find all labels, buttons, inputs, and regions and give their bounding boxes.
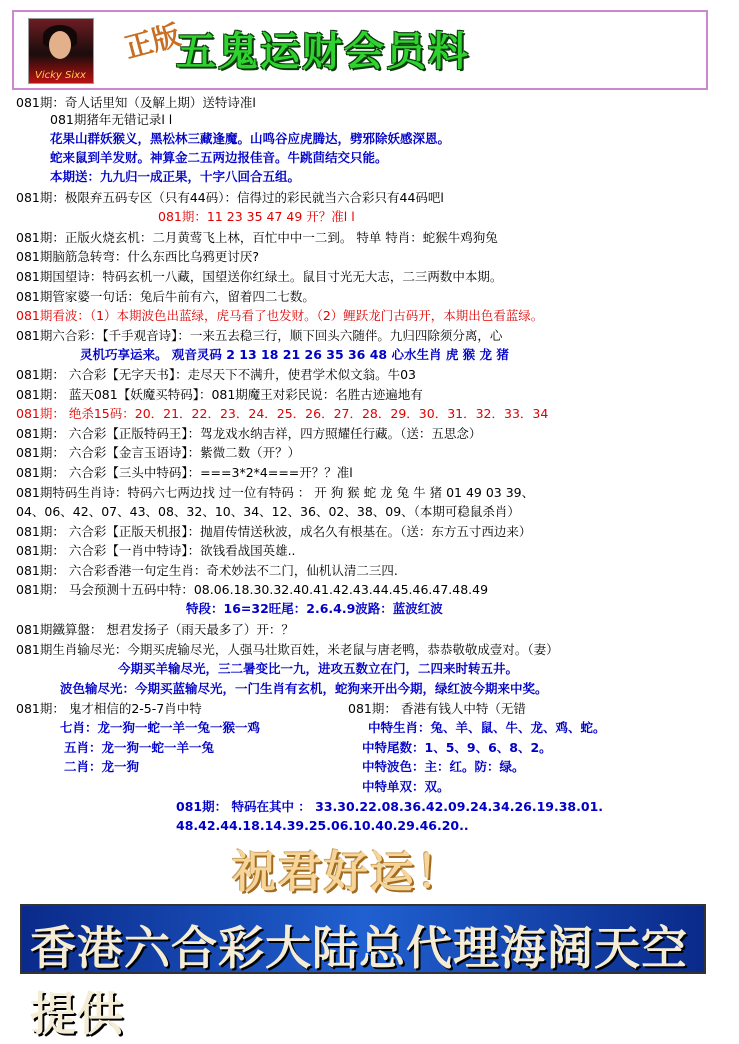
footer-text: 香港六合彩大陆总代理海阔天空提供 — [30, 921, 688, 1041]
line-6: 081期：极限弃五码专区（只有44码）：信得过的彩民就当六合彩只有44码吧l — [16, 190, 444, 205]
line-2: 081期猪年无错记录l l — [50, 112, 173, 127]
line-15: 081期： 六合彩【无字天书】：走尽天下不满升，使君学术似文翁。牛03 — [16, 367, 416, 382]
line-38: 48.42.44.18.14.39.25.06.10.40.29.46.20.. — [176, 818, 469, 833]
page-title: 五鬼运财会员料 — [176, 29, 470, 75]
footer-banner — [20, 904, 706, 1041]
line-24: 081期： 六合彩【一肖中特诗】：欲钱看战国英雄.. — [16, 543, 296, 558]
line-18: 081期： 六合彩【正版特码王】：驾龙戏水纳吉祥，四方照耀任行藏。（送：五思念） — [16, 426, 482, 441]
line-31: 波色输尽光：今期买蓝输尽光，一门生肖有玄机，蛇狗来开出今期，绿红波今期来中奖。 — [60, 681, 548, 696]
line-25: 081期： 六合彩香港一句定生肖：奇术妙法不二门，仙机认清二三四. — [16, 563, 398, 578]
line-21: 081期特码生肖诗：特码六七两边找 过一位有特码 ： 开 狗 猴 蛇 龙 兔 牛 猪 01 49 03 39、 — [16, 485, 535, 500]
line-14: 灵机巧享运来。 观音灵码 2 13 18 21 26 35 36 48 心水生肖 虎 猴 龙 猪 — [80, 347, 509, 362]
line-34-right: 中特尾数：1、5、9、6、8、2。 — [362, 740, 552, 755]
line-10: 081期国望诗：特码玄机一八藏，国望送你红绿土。鼠目寸光无大志，二三两数中本期。 — [16, 269, 503, 284]
line-8: 081期：正版火烧玄机：二月黄莺飞上林，百忙中中一二到。 特单 特肖：蛇猴牛鸡狗兔 — [16, 230, 498, 245]
line-35-left: 二肖：龙一狗 — [64, 759, 140, 774]
line-22: 04、06、42、07、43、08、32、10、34、12、36、02、38、09、（本期可稳鼠杀肖） — [16, 504, 520, 519]
line-16: 081期： 蓝天081【妖魔买特码】：081期魔王对彩民说：名胜古迹遍地有 — [16, 387, 423, 402]
line-26: 081期： 马会预测十五码中特：08.06.18.30.32.40.41.42.43.44.45.46.47.48.49 — [16, 582, 489, 597]
seal-mark: 正版 — [121, 18, 184, 65]
line-37: 081期： 特码在其中 ： 33.30.22.08.36.42.09.24.34.26.19.38.01. — [176, 799, 604, 814]
line-9: 081期脑筋急转弯：什么东西比乌鸦更讨厌? — [16, 249, 259, 264]
line-4: 蛇来鼠到羊发财。神算金二五两边报佳音。牛跳茴结交只能。 — [50, 150, 388, 165]
line-5: 本期送：九九归一成正果，十字八回合五组。 — [50, 169, 301, 184]
line-35-right: 中特波色：主：红。防：绿。 — [362, 759, 525, 774]
line-36-right: 中特单双：双。 — [362, 779, 450, 794]
line-28: 081期鐵算盤： 想君发扬子（雨天最多了）开：？ — [16, 622, 294, 637]
header-banner — [12, 10, 708, 90]
line-33-right: 中特生肖：兔、羊、鼠、牛、龙、鸡、蛇。 — [368, 720, 606, 735]
line-29: 081期生肖输尽光：今期买虎输尽光，人强马壮欺百姓，米老鼠与唐老鸭，恭恭敬敬成壹对。（妻） — [16, 642, 559, 657]
line-1: 081期：奇人话里知（及解上期）送特诗准l — [16, 95, 256, 110]
line-7: 081期：11 23 35 47 49 开？准l l — [158, 209, 355, 224]
good-luck-banner: 祝君好运！ — [232, 847, 462, 898]
line-20: 081期： 六合彩【三头中特码】：===3*2*4===开？？准l — [16, 465, 353, 480]
line-27: 特段：16=32旺尾：2.6.4.9波路：蓝波红波 — [186, 601, 443, 616]
portrait-photo — [28, 18, 94, 84]
line-3: 花果山群妖猴义，黑松林三藏逢魔。山鸣谷应虎腾达，劈邪除妖感深恩。 — [50, 131, 451, 146]
line-33-left: 七肖：龙一狗一蛇一羊一兔一猴一鸡 — [60, 720, 261, 735]
line-11: 081期管家婆一句话：兔后牛前有六，留着四二七数。 — [16, 289, 315, 304]
line-12: 081期看波：（1）本期波色出蓝绿，虎马看了也发财。（2）鲤跃龙门古码开，本期出色看蓝绿。 — [16, 308, 544, 323]
line-23: 081期： 六合彩【正版天机报】：抛眉传情送秋波，成名久有根基在。（送：东方五寸西边来） — [16, 524, 532, 539]
line-13: 081期六合彩：【千手观音诗】：一来五去稳三行，顺下回头六随伴。九归四除须分离，心 — [16, 328, 503, 343]
line-30: 今期买羊输尽光，三二暑变比一九，进攻五数立在门，二四来时转五井。 — [118, 661, 519, 676]
portrait-face — [49, 31, 71, 59]
photo-signature: Vicky Sixx — [35, 70, 86, 81]
line-17: 081期： 绝杀15码：20．21．22．23．24．25．26．27．28．29．30．31．32．33．34 — [16, 406, 549, 421]
line-19: 081期： 六合彩【金言玉语诗】：紫微二数（开？） — [16, 445, 301, 460]
line-32-right: 081期： 香港有钱人中特（无错 — [348, 701, 526, 716]
line-32-left: 081期： 鬼才相信的2-5-7肖中特 — [16, 701, 202, 716]
line-34-left: 五肖：龙一狗一蛇一羊一兔 — [64, 740, 215, 755]
